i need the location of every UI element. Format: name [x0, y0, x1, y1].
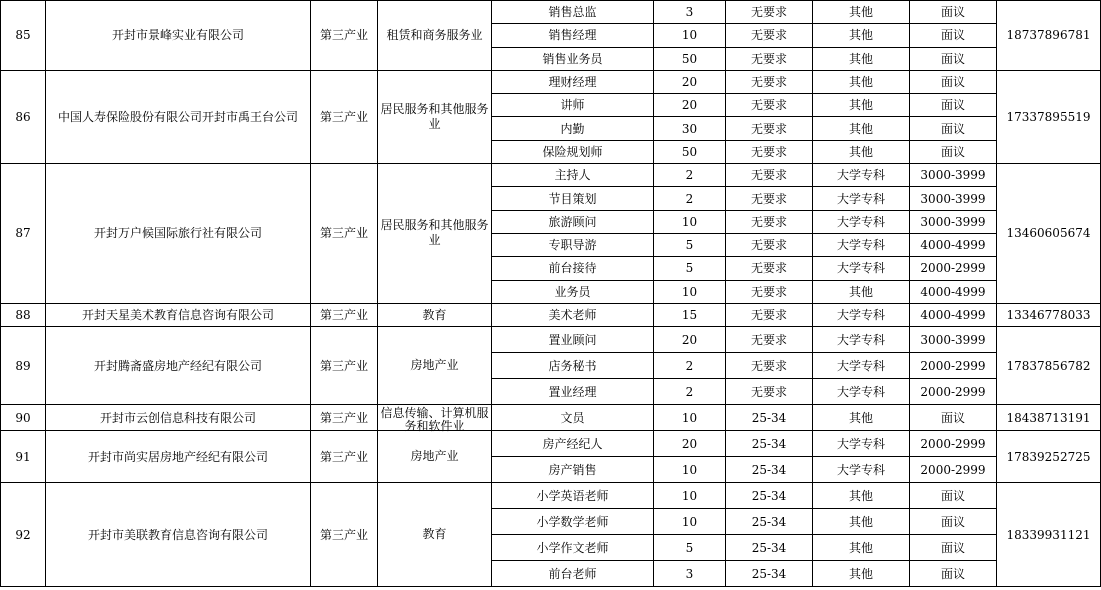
education-cell: 其他: [813, 47, 910, 70]
education-cell: 其他: [813, 280, 910, 303]
headcount-cell: 30: [654, 117, 726, 140]
phone-cell: 18339931121: [997, 483, 1101, 587]
education-cell: 大学专科: [813, 457, 910, 483]
salary-cell: 面议: [910, 140, 997, 163]
age-requirement-cell: 无要求: [726, 187, 813, 210]
headcount-cell: 10: [654, 509, 726, 535]
education-cell: 大学专科: [813, 303, 910, 326]
industry-cell: 居民服务和其他服务业: [378, 164, 492, 304]
education-cell: 大学专科: [813, 233, 910, 256]
age-requirement-cell: 无要求: [726, 70, 813, 93]
salary-cell: 4000-4999: [910, 233, 997, 256]
industry-cell: 居民服务和其他服务业: [378, 70, 492, 163]
headcount-cell: 50: [654, 47, 726, 70]
job-title-cell: 文员: [492, 405, 654, 431]
company-name-cell: 开封腾斋盛房地产经纪有限公司: [46, 327, 311, 405]
salary-cell: 2000-2999: [910, 257, 997, 280]
company-number-cell: 91: [1, 431, 46, 483]
age-requirement-cell: 无要求: [726, 24, 813, 47]
sector-cell: 第三产业: [311, 483, 378, 587]
salary-cell: 面议: [910, 561, 997, 587]
education-cell: 其他: [813, 1, 910, 24]
headcount-cell: 10: [654, 24, 726, 47]
company-name-cell: 开封万户候国际旅行社有限公司: [46, 164, 311, 304]
job-title-cell: 专职导游: [492, 233, 654, 256]
sector-cell: 第三产业: [311, 1, 378, 71]
company-number-cell: 85: [1, 1, 46, 71]
job-title-cell: 节目策划: [492, 187, 654, 210]
education-cell: 大学专科: [813, 379, 910, 405]
industry-text: 信息传输、计算机服务和软件业: [380, 405, 489, 433]
industry-cell: 教育: [378, 483, 492, 587]
salary-cell: 面议: [910, 70, 997, 93]
headcount-cell: 20: [654, 94, 726, 117]
job-title-cell: 讲师: [492, 94, 654, 117]
headcount-cell: 10: [654, 483, 726, 509]
education-cell: 大学专科: [813, 210, 910, 233]
age-requirement-cell: 无要求: [726, 94, 813, 117]
age-requirement-cell: 25-34: [726, 509, 813, 535]
table-row: [1, 164, 1101, 187]
age-requirement-cell: 25-34: [726, 405, 813, 431]
company-number-cell: 90: [1, 405, 46, 431]
age-requirement-cell: 25-34: [726, 535, 813, 561]
phone-cell: 17837856782: [997, 327, 1101, 405]
headcount-cell: 15: [654, 303, 726, 326]
headcount-cell: 20: [654, 70, 726, 93]
salary-cell: 2000-2999: [910, 431, 997, 457]
table-row: [1, 405, 1101, 431]
headcount-cell: 2: [654, 353, 726, 379]
job-title-cell: 销售总监: [492, 1, 654, 24]
company-name-cell: 开封天星美术教育信息咨询有限公司: [46, 303, 311, 326]
age-requirement-cell: 无要求: [726, 164, 813, 187]
job-title-cell: 前台接待: [492, 257, 654, 280]
company-name-cell: 中国人寿保险股份有限公司开封市禹王台公司: [46, 70, 311, 163]
company-number-cell: 86: [1, 70, 46, 163]
age-requirement-cell: 25-34: [726, 431, 813, 457]
salary-cell: 3000-3999: [910, 187, 997, 210]
job-title-cell: 内勤: [492, 117, 654, 140]
job-title-cell: 小学英语老师: [492, 483, 654, 509]
headcount-cell: 2: [654, 187, 726, 210]
age-requirement-cell: 无要求: [726, 233, 813, 256]
sector-cell: 第三产业: [311, 70, 378, 163]
education-cell: 大学专科: [813, 257, 910, 280]
salary-cell: 2000-2999: [910, 379, 997, 405]
job-title-cell: 置业顾问: [492, 327, 654, 353]
salary-cell: 2000-2999: [910, 457, 997, 483]
education-cell: 大学专科: [813, 164, 910, 187]
salary-cell: 面议: [910, 1, 997, 24]
table-row: [1, 483, 1101, 509]
education-cell: 其他: [813, 94, 910, 117]
education-cell: 其他: [813, 117, 910, 140]
job-title-cell: 销售业务员: [492, 47, 654, 70]
salary-cell: 4000-4999: [910, 303, 997, 326]
salary-cell: 面议: [910, 405, 997, 431]
age-requirement-cell: 25-34: [726, 483, 813, 509]
company-number-cell: 89: [1, 327, 46, 405]
table-row: [1, 431, 1101, 457]
job-title-cell: 店务秘书: [492, 353, 654, 379]
phone-cell: 13460605674: [997, 164, 1101, 304]
company-name-cell: 开封市尚实居房地产经纪有限公司: [46, 431, 311, 483]
phone-cell: 17839252725: [997, 431, 1101, 483]
headcount-cell: 10: [654, 280, 726, 303]
table-row: [1, 327, 1101, 353]
education-cell: 其他: [813, 535, 910, 561]
headcount-cell: 10: [654, 405, 726, 431]
industry-cell: 租赁和商务服务业: [378, 1, 492, 71]
age-requirement-cell: 无要求: [726, 117, 813, 140]
salary-cell: 3000-3999: [910, 164, 997, 187]
age-requirement-cell: 无要求: [726, 353, 813, 379]
headcount-cell: 5: [654, 257, 726, 280]
job-title-cell: 美术老师: [492, 303, 654, 326]
headcount-cell: 20: [654, 327, 726, 353]
salary-cell: 面议: [910, 94, 997, 117]
age-requirement-cell: 无要求: [726, 327, 813, 353]
phone-cell: 17337895519: [997, 70, 1101, 163]
salary-cell: 面议: [910, 117, 997, 140]
company-name-cell: 开封市景峰实业有限公司: [46, 1, 311, 71]
education-cell: 大学专科: [813, 327, 910, 353]
age-requirement-cell: 无要求: [726, 303, 813, 326]
education-cell: 其他: [813, 24, 910, 47]
job-title-cell: 保险规划师: [492, 140, 654, 163]
age-requirement-cell: 无要求: [726, 280, 813, 303]
table-row: [1, 70, 1101, 93]
job-title-cell: 置业经理: [492, 379, 654, 405]
company-name-cell: 开封市美联教育信息咨询有限公司: [46, 483, 311, 587]
education-cell: 其他: [813, 405, 910, 431]
table-row: [1, 303, 1101, 326]
job-title-cell: 销售经理: [492, 24, 654, 47]
salary-cell: 面议: [910, 47, 997, 70]
education-cell: 其他: [813, 70, 910, 93]
headcount-cell: 2: [654, 379, 726, 405]
job-title-cell: 房产经纪人: [492, 431, 654, 457]
sector-cell: 第三产业: [311, 431, 378, 483]
company-number-cell: 92: [1, 483, 46, 587]
headcount-cell: 20: [654, 431, 726, 457]
education-cell: 大学专科: [813, 187, 910, 210]
job-title-cell: 小学数学老师: [492, 509, 654, 535]
education-cell: 其他: [813, 509, 910, 535]
job-title-cell: 主持人: [492, 164, 654, 187]
job-title-cell: 理财经理: [492, 70, 654, 93]
company-number-cell: 87: [1, 164, 46, 304]
education-cell: 其他: [813, 483, 910, 509]
education-cell: 大学专科: [813, 353, 910, 379]
job-title-cell: 小学作文老师: [492, 535, 654, 561]
salary-cell: 2000-2999: [910, 353, 997, 379]
age-requirement-cell: 无要求: [726, 379, 813, 405]
sector-cell: 第三产业: [311, 327, 378, 405]
headcount-cell: 10: [654, 457, 726, 483]
salary-cell: 面议: [910, 535, 997, 561]
education-cell: 其他: [813, 561, 910, 587]
job-title-cell: 旅游顾问: [492, 210, 654, 233]
sector-cell: 第三产业: [311, 405, 378, 431]
company-number-cell: 88: [1, 303, 46, 326]
phone-cell: 18438713191: [997, 405, 1101, 431]
salary-cell: 3000-3999: [910, 327, 997, 353]
job-title-cell: 房产销售: [492, 457, 654, 483]
industry-cell: 教育: [378, 303, 492, 326]
industry-cell: 房地产业: [378, 431, 492, 483]
age-requirement-cell: 无要求: [726, 1, 813, 24]
education-cell: 大学专科: [813, 431, 910, 457]
headcount-cell: 5: [654, 535, 726, 561]
age-requirement-cell: 无要求: [726, 210, 813, 233]
industry-cell: [378, 405, 492, 431]
salary-cell: 面议: [910, 483, 997, 509]
age-requirement-cell: 25-34: [726, 457, 813, 483]
table-row: [1, 1, 1101, 24]
age-requirement-cell: 无要求: [726, 257, 813, 280]
headcount-cell: 50: [654, 140, 726, 163]
sector-cell: 第三产业: [311, 303, 378, 326]
headcount-cell: 3: [654, 1, 726, 24]
salary-cell: 面议: [910, 509, 997, 535]
phone-cell: 13346778033: [997, 303, 1101, 326]
salary-cell: 4000-4999: [910, 280, 997, 303]
headcount-cell: 3: [654, 561, 726, 587]
headcount-cell: 5: [654, 233, 726, 256]
sector-cell: 第三产业: [311, 164, 378, 304]
education-cell: 其他: [813, 140, 910, 163]
company-name-cell: 开封市云创信息科技有限公司: [46, 405, 311, 431]
salary-cell: 3000-3999: [910, 210, 997, 233]
headcount-cell: 2: [654, 164, 726, 187]
industry-cell: 房地产业: [378, 327, 492, 405]
phone-cell: 18737896781: [997, 1, 1101, 71]
age-requirement-cell: 无要求: [726, 47, 813, 70]
job-title-cell: 前台老师: [492, 561, 654, 587]
salary-cell: 面议: [910, 24, 997, 47]
job-title-cell: 业务员: [492, 280, 654, 303]
age-requirement-cell: 25-34: [726, 561, 813, 587]
headcount-cell: 10: [654, 210, 726, 233]
table-body: [1, 1, 1101, 587]
age-requirement-cell: 无要求: [726, 140, 813, 163]
